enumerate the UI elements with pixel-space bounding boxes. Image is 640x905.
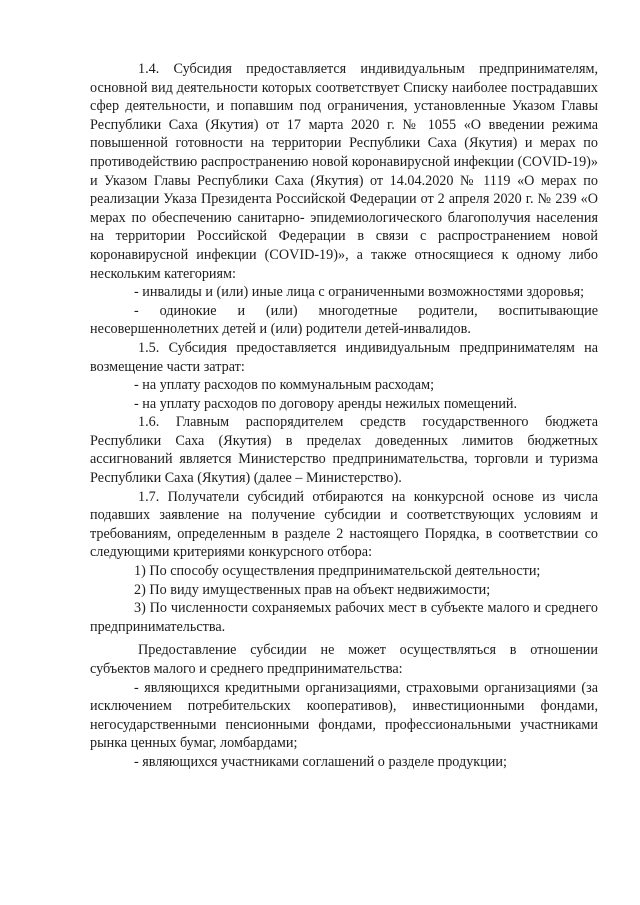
paragraph-1-6: 1.6. Главным распорядителем средств государственного бюджета Республики Саха (Якутия) в пределах доведенных лимитов бюджетных ассигнований является Министерство предпринимательства, торговли и туризма Республики Саха (Якутия) (далее – Министерство).	[90, 414, 598, 487]
criterion-2: 2) По виду имущественных прав на объект недвижимости;	[134, 581, 491, 598]
paragraph-1-7: 1.7. Получатели субсидий отбираются на конкурсной основе из числа подавших заявление на получение субсидии и соответствующих условиям и требованиям, определенным в разделе 2 настоящего Порядка, в соответствии со следующими критериями конкурсного отбора:	[90, 488, 598, 561]
criterion-1: 1) По способу осуществления предпринимательской деятельности;	[134, 563, 541, 580]
exclusions-intro: Предоставление субсидии не может осуществляться в отношении субъектов малого и среднего предпринимательства:	[90, 642, 598, 677]
exclusion-psa-participants: - являющихся участниками соглашений о разделе продукции;	[134, 753, 507, 770]
category-single-parents: - одинокие и (или) многодетные родители, воспитывающие несовершеннолетних детей и (или) родители детей-инвалидов.	[90, 302, 598, 338]
exclusion-financial-orgs: - являющихся кредитными организациями, страховыми организациями (за исключением потребительских кооперативов), инвестиционными фондами, негосударственными пенсионными фондами, профессиональными участниками рынка ценных бумаг, ломбардами;	[90, 679, 598, 752]
expense-utilities: - на уплату расходов по коммунальным расходам;	[134, 377, 435, 394]
category-disabled-persons: - инвалиды и (или) иные лица с ограниченными возможностями здоровья;	[134, 284, 585, 301]
criterion-3: 3) По численности сохраняемых рабочих мест в субъекте малого и среднего предпринимательства.	[90, 600, 598, 635]
paragraph-1-5: 1.5. Субсидия предоставляется индивидуальным предпринимателям на возмещение части затрат:	[90, 339, 598, 375]
expense-rent: - на уплату расходов по договору аренды нежилых помещений.	[134, 395, 518, 412]
document-body	[90, 60, 598, 772]
paragraph-1-4: 1.4. Субсидия предоставляется индивидуальным предпринимателям, основной вид деятельности которых соответствует Списку наиболее пострадавших сфер деятельности, и попавшим под ограничения, установленные Указом Главы Республики Саха (Якутия) от 17 марта 2020 г. № 1055 «О введении режима повышенной готовности на территории Республики Саха (Якутия) и мерах по противодействию распространению новой коронавирусной инфекции (COVID-19)» и Указом Главы Республики Саха (Якутия) от 14.04.2020 № 1119 «О мерах по реализации Указа Президента Российской Федерации от 2 апреля 2020 г. № 239 «О мерах по обеспечению санитарно- эпидемиологического благополучия населения на территории Российской Федерации в связи с распространением новой коронавирусной инфекции (COVID-19)», а также относящиеся к одному либо нескольким категориям:	[90, 61, 598, 282]
